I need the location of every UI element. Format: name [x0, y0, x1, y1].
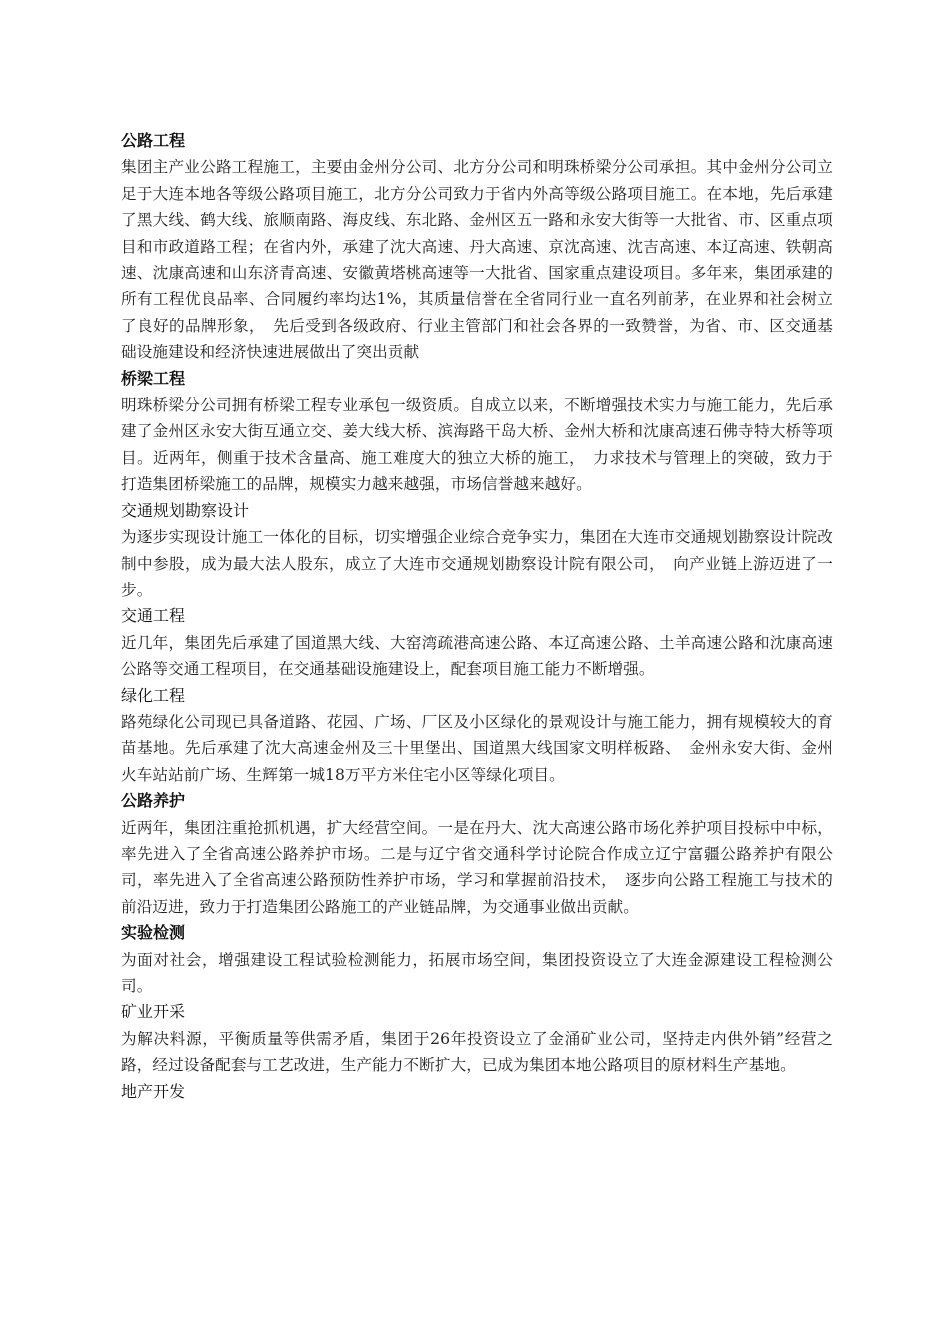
section-heading-bridge: 桥梁工程	[121, 368, 186, 388]
section-heading-maintenance: 公路养护	[121, 791, 186, 811]
section-body-mining: 为解决料源，平衡质量等供需矛盾，集团于26年投资设立了金涌矿业公司，坚持走内供外销”经营之路，经过设备配套与工艺改进，生产能力不断扩大，已成为集团本地公路项目的原材料生产基地。	[121, 1029, 833, 1075]
section-body-testing: 为面对社会，增强建设工程试验检测能力，拓展市场空间，集团投资设立了大连金源建设工程检测公司。	[121, 950, 833, 995]
section-heading-real-estate: 地产开发	[121, 1081, 186, 1101]
section-heading-highway: 公路工程	[121, 131, 186, 150]
section-heading-traffic: 交通工程	[121, 606, 186, 626]
section-body-highway: 集团主产业公路工程施工，主要由金州分公司、北方分公司和明珠桥梁分公司承担。其中金州分公司立足于大连本地各等级公路项目施工，北方分公司致力于省内外高等级公路项目施工。在本地，先后承建了黑大线、鹤大线、旅顺南路、海皮线、东北路、金州区五一路和永安大街等一大批省、市、区重点项目和市政道路工程；在省内外，承建了沈大高速、丹大高速、京沈高速、沈吉高速、本辽高速、铁朝高速、沈康高速和山东济青高速、安徽黄塔桃高速等一大批省、国家重点建设项目。多年来，集团承建的所有工程优良品率、合同履约率均达1%，其质量信誉在全省同行业一直名列前茅，在业界和社会树立了良好的品牌形象， 先后受到各级政府、行业主管部门和社会各界的一致赞誉，为省、市、区交通基础设施建设和经济快速进展做出了突出贡献	[121, 158, 833, 362]
section-body-traffic: 近几年，集团先后承建了国道黑大线、大窑湾疏港高速公路、本辽高速公路、土羊高速公路和沈康高速公路等交通工程项目，在交通基础设施建设上，配套项目施工能力不断增强。	[121, 633, 833, 679]
section-body-design: 为逐步实现设计施工一体化的目标，切实增强企业综合竞争实力，集团在大连市交通规划勘察设计院改制中参股，成为最大法人股东，成立了大连市交通规划勘察设计院有限公司， 向产业链上游迈进了一步。	[121, 528, 833, 599]
section-body-maintenance: 近两年，集团注重抢抓机遇，扩大经营空间。一是在丹大、沈大高速公路市场化养护项目投标中中标，率先进入了全省高速公路养护市场。二是与辽宁省交通科学讨论院合作成立辽宁富疆公路养护有限公司，率先进入了全省高速公路预防性养护市场，学习和掌握前沿技术， 逐步向公路工程施工与技术的前沿迈进，致力于打造集团公路施工的产业链品牌，为交通事业做出贡献。	[121, 818, 833, 916]
section-heading-mining: 矿业开采	[121, 1002, 186, 1022]
section-body-bridge: 明珠桥梁分公司拥有桥梁工程专业承包一级资质。自成立以来，不断增强技术实力与施工能力，先后承建了金州区永安大街互通立交、姜大线大桥、滨海路干岛大桥、金州大桥和沈康高速石佛寺特大桥等项目。近两年，侧重于技术含量高、施工难度大的独立大桥的施工， 力求技术与管理上的突破，致力于打造集团桥梁施工的品牌，规模实力越来越强，市场信誉越来越好。	[121, 396, 833, 494]
section-heading-design: 交通规划勘察设计	[121, 500, 250, 520]
section-heading-testing: 实验检测	[121, 923, 186, 943]
section-heading-greening: 绿化工程	[121, 685, 186, 705]
document-page	[121, 128, 833, 1105]
section-body-greening: 路苑绿化公司现已具备道路、花园、广场、厂区及小区绿化的景观设计与施工能力，拥有规模较大的育苗基地。先后承建了沈大高速金州及三十里堡出、国道黑大线国家文明样板路、 金州永安大街、金州火车站站前广场、生辉第一城18万平方米住宅小区等绿化项目。	[121, 712, 833, 784]
